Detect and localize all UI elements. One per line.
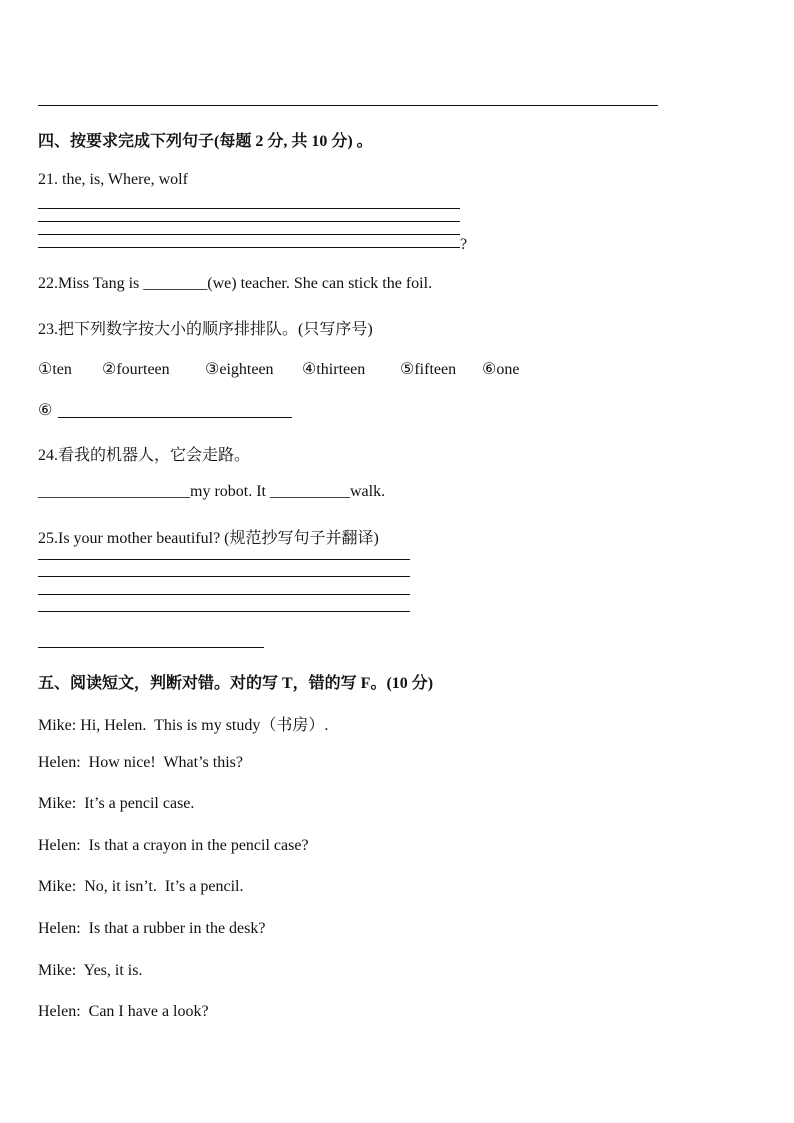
q25-prompt: 25.Is your mother beautiful? (规范抄写句子并翻译): [38, 530, 379, 547]
q23-option-5: ⑤fifteen: [400, 361, 457, 378]
dialogue-line: Mike: Hi, Helen. This is my study（书房）.: [38, 717, 329, 734]
top-answer-line: [38, 105, 658, 106]
q23-prompt: 23.把下列数字按大小的顺序排排队。(只写序号): [38, 321, 373, 338]
q24-end: walk.: [350, 483, 386, 500]
dialogue-line: Helen: Is that a rubber in the desk?: [38, 920, 266, 937]
q25-writing-line-3: [38, 594, 410, 595]
q23-answer-line: [58, 417, 292, 418]
q24-blank-2: __________: [270, 483, 350, 500]
q22-sentence: [38, 275, 432, 293]
section-4-title: 四、按要求完成下列句子(每题 2 分, 共 10 分) 。: [38, 133, 373, 150]
q24-prompt: 24.看我的机器人，它会走路。: [38, 447, 251, 464]
q22-after: (we) teacher. She can stick the foil.: [207, 275, 433, 292]
q21-writing-line-1: [38, 208, 460, 209]
q21-prompt: 21. the, is, Where, wolf: [38, 171, 188, 188]
q21-writing-line-4: [38, 247, 460, 248]
q22-blank: ________: [143, 275, 208, 292]
q23-answer-prefix: ⑥: [38, 402, 53, 419]
dialogue-line: Helen: How nice! What’s this?: [38, 754, 243, 771]
dialogue-line: Mike: No, it isn’t. It’s a pencil.: [38, 878, 244, 895]
q24-blank-1: ___________________: [38, 483, 190, 500]
q23-option-6: ⑥one: [482, 361, 520, 378]
q24-mid: my robot. It: [190, 483, 270, 500]
q25-writing-line-1: [38, 559, 410, 560]
dialogue-line: Helen: Can I have a look?: [38, 1003, 209, 1020]
dialogue-line: Mike: Yes, it is.: [38, 962, 143, 979]
q25-writing-line-4: [38, 611, 410, 612]
q25-writing-line-2: [38, 576, 410, 577]
q21-writing-line-2: [38, 221, 460, 222]
dialogue-line: Mike: It’s a pencil case.: [38, 795, 195, 812]
q21-question-mark: ?: [460, 236, 468, 253]
q23-option-1: ①ten: [38, 361, 72, 378]
q23-option-3: ③eighteen: [205, 361, 274, 378]
q21-writing-line-3: [38, 234, 460, 235]
q23-option-2: ②fourteen: [102, 361, 170, 378]
q23-option-4: ④thirteen: [302, 361, 366, 378]
section-5-title: 五、阅读短文，判断对错。对的写 T，错的写 F。(10 分): [38, 675, 434, 692]
q25-translation-line: [38, 647, 264, 648]
q24-sentence: [38, 483, 385, 501]
dialogue-line: Helen: Is that a crayon in the pencil case?: [38, 837, 309, 854]
q22-before: 22.Miss Tang is: [38, 275, 144, 292]
